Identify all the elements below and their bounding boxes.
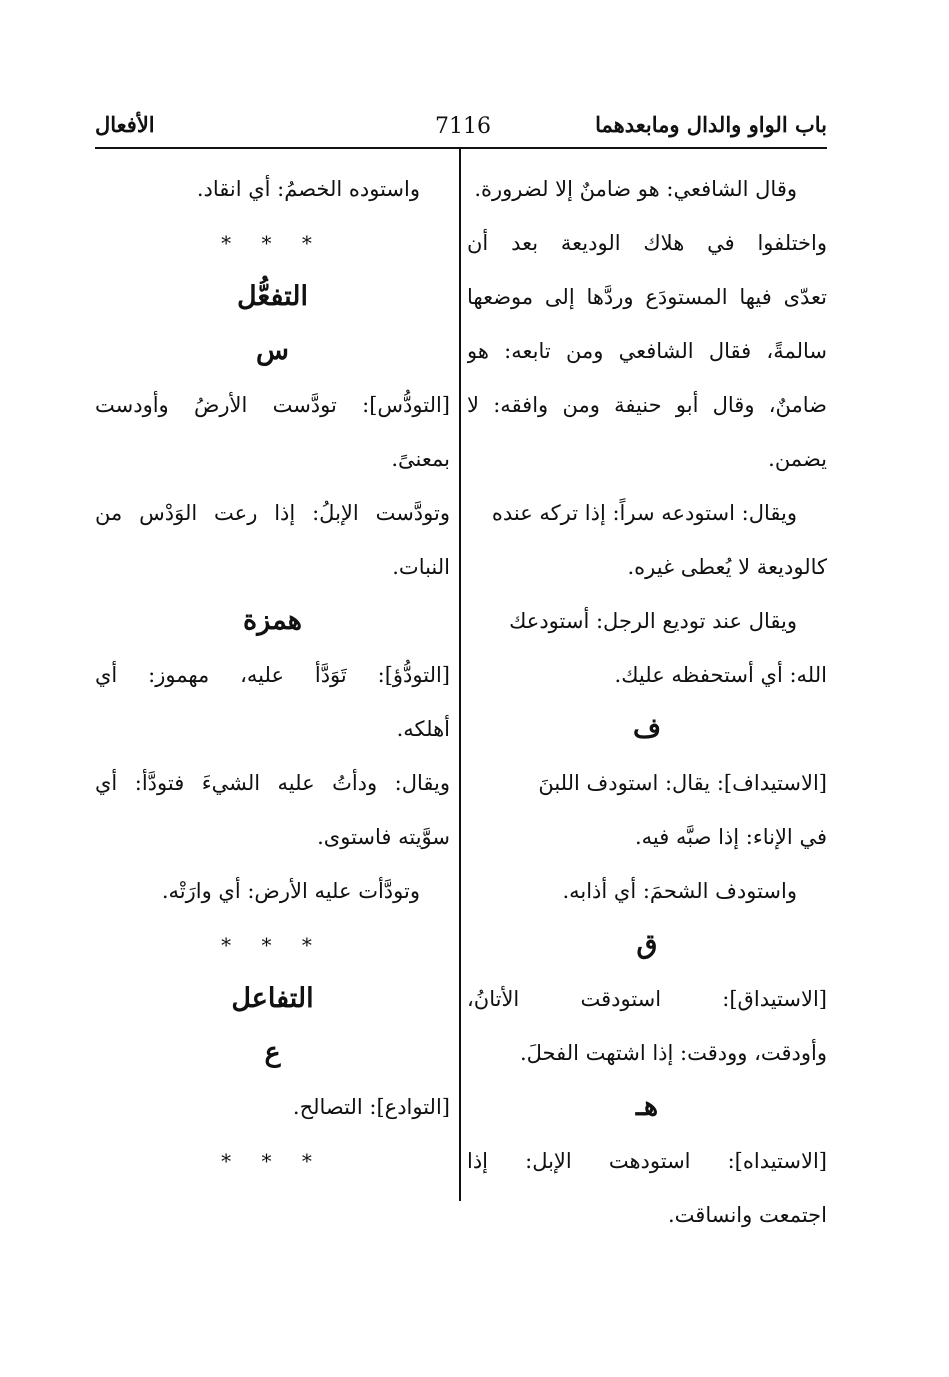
- text-line: [الاستيداف]: يقال: استودف اللبنَ: [538, 771, 827, 795]
- section-heading: هـ: [635, 1091, 659, 1122]
- text-line: أهلكه.: [396, 717, 450, 741]
- page-header: [95, 112, 827, 144]
- text-line: سالمةً، فقال الشافعي ومن تابعه: هو: [467, 339, 827, 363]
- text-line: [التوادع]: التصالح.: [292, 1095, 450, 1119]
- text-line: ويقال: ودأتُ عليه الشيءَ فتودَّأ: أي: [95, 771, 450, 795]
- text-line: ويقال: استودعه سراً: إذا تركه عنده: [491, 501, 797, 525]
- section-title: الأفعال: [95, 112, 155, 137]
- text-line: واستودف الشحمَ: أي أذابه.: [562, 879, 797, 903]
- section-heading: س: [256, 335, 289, 366]
- text-line: وتودَّأت عليه الأرض: أي وارَتْه.: [161, 879, 420, 903]
- text-line: تعدّى فيها المستودَع وردَّها إلى موضعها: [467, 285, 827, 309]
- section-separator: * * *: [221, 231, 324, 255]
- text-line: [التودُّس]: تودَّست الأرضُ وأودست: [95, 393, 450, 417]
- text-line: الله: أي أستحفظه عليك.: [614, 663, 827, 687]
- text-line: [الاستيداه]: استودهت الإبل: إذا: [467, 1149, 827, 1173]
- text-line: النبات.: [392, 555, 450, 579]
- text-line: كالوديعة لا يُعطى غيره.: [627, 555, 827, 579]
- section-heading: ع: [264, 1037, 281, 1068]
- text-line: بمعنىً.: [391, 447, 450, 471]
- section-separator: * * *: [221, 933, 324, 957]
- section-heading: التفعُّل: [236, 281, 308, 312]
- section-heading: ف: [633, 713, 661, 744]
- section-separator: * * *: [221, 1149, 324, 1173]
- section-heading: ق: [636, 929, 658, 960]
- text-line: وأودقت، وودقت: إذا اشتهت الفحلَ.: [519, 1041, 827, 1065]
- text-line: [التودُّؤ]: تَوَدَّأ عليه، مهموز: أي: [95, 663, 450, 687]
- left-column: [95, 162, 450, 1188]
- right-column: [467, 162, 827, 1242]
- text-line: سوَّيته فاستوى.: [317, 825, 450, 849]
- section-heading: التفاعل: [231, 983, 314, 1014]
- text-line: وتودَّست الإبلُ: إذا رعت الوَدْس من: [95, 501, 450, 525]
- text-line: واختلفوا في هلاك الوديعة بعد أن: [467, 231, 827, 255]
- section-heading: همزة: [243, 605, 302, 636]
- text-line: ضامنٌ، وقال أبو حنيفة ومن وافقه: لا: [467, 393, 827, 417]
- text-line: وقال الشافعي: هو ضامنٌ إلا لضرورة.: [474, 177, 797, 201]
- text-line: يضمن.: [768, 447, 827, 471]
- page-number: 7116: [435, 114, 491, 139]
- text-line: اجتمعت وانساقت.: [667, 1203, 827, 1227]
- text-line: ويقال عند توديع الرجل: أستودعك: [509, 609, 797, 633]
- text-line: [الاستيداق]: استودقت الأتانُ،: [467, 987, 827, 1011]
- column-divider: [459, 149, 461, 1201]
- header-rule: [95, 147, 827, 149]
- text-line: في الإناء: إذا صبَّه فيه.: [634, 825, 827, 849]
- chapter-title: باب الواو والدال ومابعدهما: [595, 112, 827, 137]
- text-line: واستوده الخصمُ: أي انقاد.: [196, 177, 420, 201]
